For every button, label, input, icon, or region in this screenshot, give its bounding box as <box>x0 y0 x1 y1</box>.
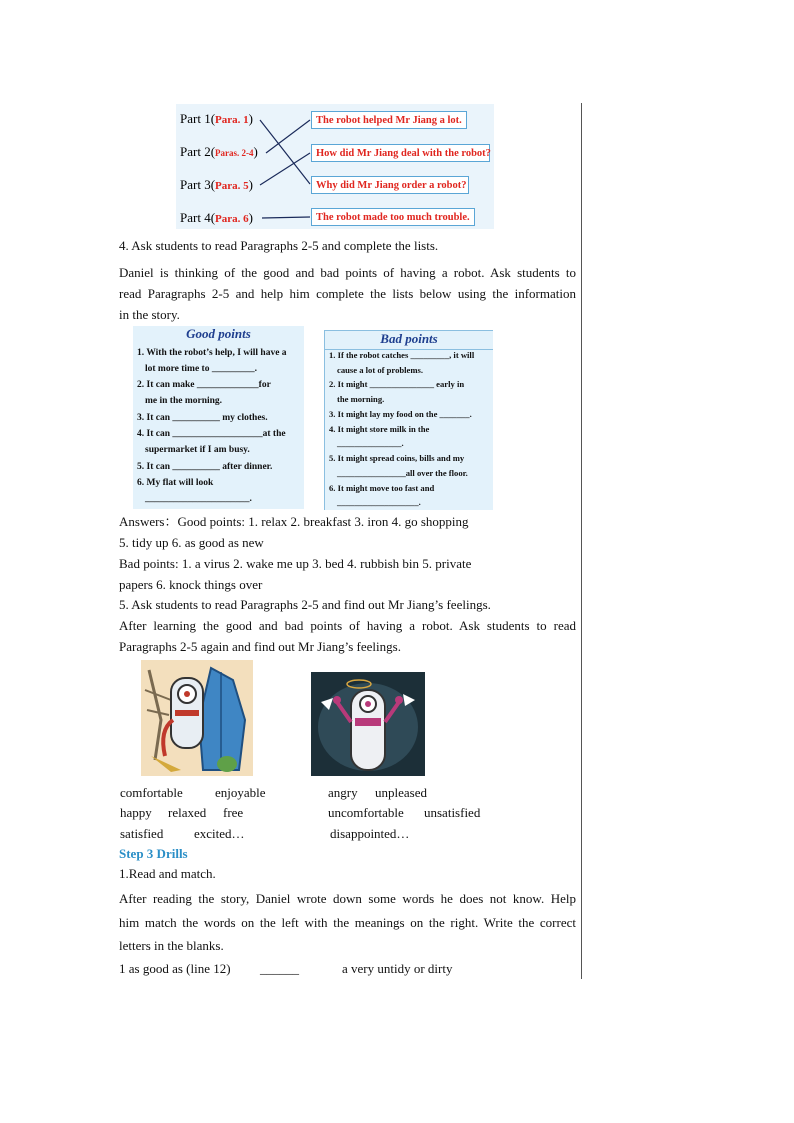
answers-line-2: 5. tidy up 6. as good as new <box>119 535 264 550</box>
bad-point-line: _______________. <box>337 438 404 448</box>
step3-para-3: letters in the blanks. <box>119 938 224 953</box>
margin-rule <box>581 103 582 979</box>
task4-heading: 4. Ask students to read Paragraphs 2-5 and complete the lists. <box>119 238 439 253</box>
bad-point-line: 2. It might _______________ early in <box>329 379 465 389</box>
good-point-line: 4. It can ___________________at the <box>137 429 286 439</box>
task5-line-1: After learning the good and bad points of having a robot. Ask students to read <box>119 618 576 633</box>
answers-line-3: Bad points: 1. a virus 2. wake me up 3. bed 4. rubbish bin 5. private <box>119 556 472 571</box>
answers-line-4: papers 6. knock things over <box>119 577 263 592</box>
bad-point-line: 6. It might move too fast and <box>329 483 435 493</box>
feeling-word: unsatisfied <box>424 805 481 820</box>
answers-line-1: Answers：Good points: 1. relax 2. breakfast 3. iron 4. go shopping <box>119 514 469 529</box>
good-point-line: 6. My flat will look <box>137 478 214 488</box>
task5-line-2: Paragraphs 2-5 again and find out Mr Jiang’s feelings. <box>119 639 401 654</box>
good-point-line: lot more time to _________. <box>145 364 257 374</box>
match-item-word: 1 as good as (line 12) <box>119 961 231 976</box>
task4-line-3: in the story. <box>119 307 180 322</box>
match-item-blank[interactable]: ______ <box>260 961 299 976</box>
bad-points-panel <box>324 330 493 510</box>
good-point-line: 3. It can __________ my clothes. <box>137 413 268 423</box>
match-box-1: The robot helped Mr Jiang a lot. <box>311 111 467 129</box>
feeling-word: happy <box>120 805 152 820</box>
feeling-word: enjoyable <box>215 785 266 800</box>
feeling-word: free <box>223 805 244 820</box>
step3-para-1: After reading the story, Daniel wrote down some words he does not know. Help <box>119 891 576 906</box>
bad-points-title: Bad points <box>380 331 438 346</box>
bad-point-line: 5. It might spread coins, bills and my <box>329 453 465 463</box>
good-point-line: ______________________. <box>145 494 252 504</box>
match-box-2: How did Mr Jiang deal with the robot? <box>311 144 490 162</box>
paragraph-matching-figure <box>176 104 494 229</box>
feeling-word: uncomfortable <box>328 805 404 820</box>
good-points-panel <box>133 326 304 509</box>
happy-robot-illustration <box>141 660 253 776</box>
step3-subheading: 1.Read and match. <box>119 866 216 881</box>
good-points-title: Good points <box>186 326 251 341</box>
match-box-4: The robot made too much trouble. <box>311 208 475 226</box>
task4-line-2: read Paragraphs 2-5 and help him complete the lists below using the information <box>119 286 576 301</box>
task5-heading: 5. Ask students to read Paragraphs 2-5 and find out Mr Jiang’s feelings. <box>119 597 491 612</box>
feeling-word: unpleased <box>375 785 427 800</box>
match-box-3: Why did Mr Jiang order a robot? <box>311 176 469 194</box>
step3-heading: Step 3 Drills <box>119 846 188 861</box>
feeling-word: disappointed… <box>330 826 410 841</box>
bad-point-line: 1. If the robot catches _________, it will <box>329 350 475 360</box>
part-1-label: Part 1(Para. 1) <box>180 111 253 126</box>
feeling-word: satisfied <box>120 826 164 841</box>
feeling-word: excited… <box>194 826 245 841</box>
good-point-line: 2. It can make _____________for <box>137 380 271 390</box>
bad-point-line: 4. It might store milk in the <box>329 424 430 434</box>
good-point-line: 5. It can __________ after dinner. <box>137 462 273 472</box>
good-point-line: supermarket if I am busy. <box>145 445 250 455</box>
angry-robot-illustration <box>311 672 425 776</box>
part-4-label: Part 4(Para. 6) <box>180 210 253 225</box>
feeling-word: relaxed <box>168 805 207 820</box>
feeling-word: comfortable <box>120 785 183 800</box>
feeling-word: angry <box>328 785 358 800</box>
bad-point-line: cause a lot of problems. <box>337 365 424 375</box>
bad-point-line: 3. It might lay my food on the _______. <box>329 409 472 419</box>
step3-para-2: him match the words on the left with the meanings on the right. Write the correct <box>119 915 576 930</box>
part-3-label: Part 3(Para. 5) <box>180 177 253 192</box>
bad-point-line: ___________________. <box>337 497 421 507</box>
bad-point-line: the morning. <box>337 394 385 404</box>
bad-point-line: ________________all over the floor. <box>337 468 468 478</box>
task4-line-1: Daniel is thinking of the good and bad points of having a robot. Ask students to <box>119 265 576 280</box>
good-point-line: me in the morning. <box>145 396 223 406</box>
match-item-meaning: a very untidy or dirty <box>342 961 453 976</box>
part-2-label: Part 2(Paras. 2-4) <box>180 144 258 159</box>
good-point-line: 1. With the robot’s help, I will have a <box>137 348 287 358</box>
